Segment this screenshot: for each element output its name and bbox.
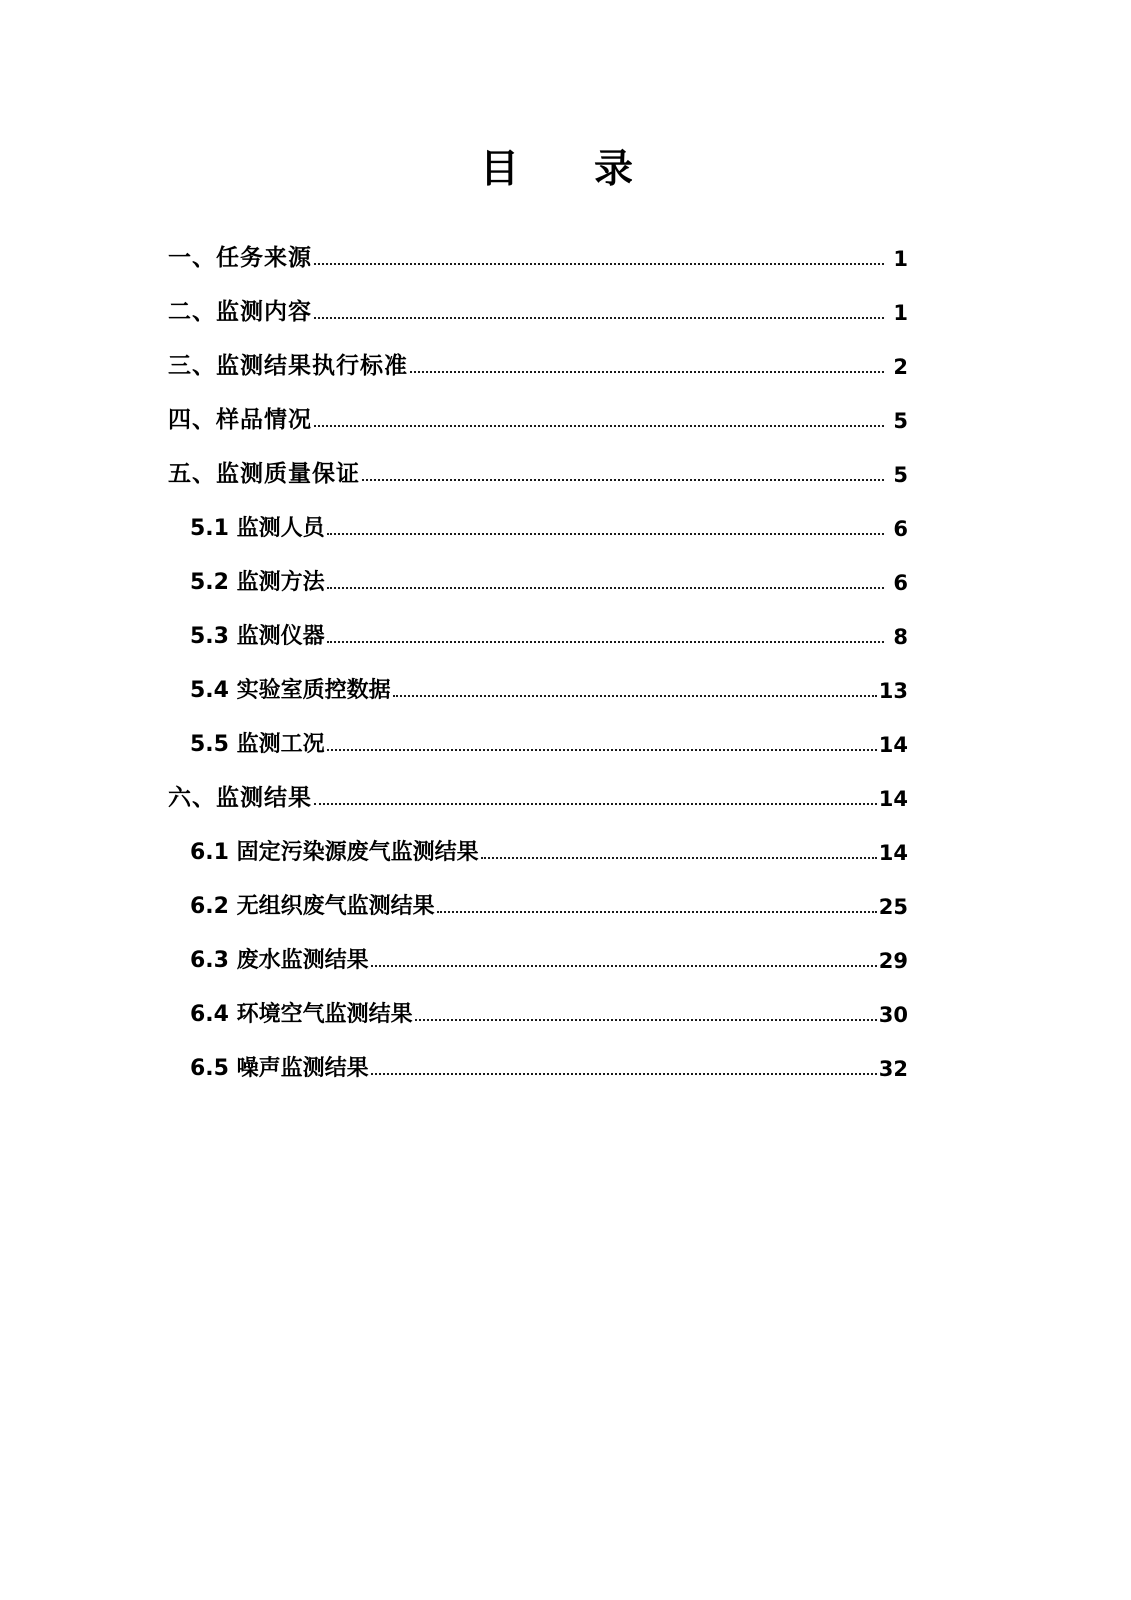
toc-leader xyxy=(362,478,884,481)
toc-page-number: 14 xyxy=(878,733,908,757)
toc-leader xyxy=(327,748,877,751)
toc-entry-label: 6.2 无组织废气监测结果 xyxy=(190,894,435,919)
toc-entry[interactable] xyxy=(168,218,908,272)
toc-entry[interactable] xyxy=(168,704,908,758)
toc-page-number: 30 xyxy=(878,1003,908,1027)
toc-page-number: 32 xyxy=(878,1057,908,1081)
toc-entry-label: 四、样品情况 xyxy=(168,407,312,433)
toc-entry[interactable] xyxy=(168,650,908,704)
toc-leader xyxy=(327,586,884,589)
toc-entry-label: 二、监测内容 xyxy=(168,299,312,325)
toc-leader xyxy=(327,640,884,643)
toc-leader xyxy=(314,424,884,427)
toc-entry[interactable] xyxy=(168,920,908,974)
toc-entry-label: 6.3 废水监测结果 xyxy=(190,948,369,973)
toc-page-number: 25 xyxy=(878,895,908,919)
toc-entry[interactable] xyxy=(168,434,908,488)
toc-entry[interactable] xyxy=(168,596,908,650)
toc-page-number: 29 xyxy=(878,949,908,973)
toc-entry-label: 三、监测结果执行标准 xyxy=(168,353,408,379)
toc-entry-label: 5.5 监测工况 xyxy=(190,732,325,757)
page-title: 目 录 xyxy=(479,146,651,192)
toc-entry-label: 5.4 实验室质控数据 xyxy=(190,678,391,703)
toc-entry-label: 六、监测结果 xyxy=(168,785,312,811)
toc-page-number: 6 xyxy=(893,571,908,595)
toc-entry[interactable] xyxy=(168,542,908,596)
toc-page-number: 1 xyxy=(893,301,908,325)
toc-page-number: 13 xyxy=(878,679,908,703)
toc-entry[interactable] xyxy=(168,758,908,812)
toc-entry-label: 5.2 监测方法 xyxy=(190,570,325,595)
toc-entry-label: 6.4 环境空气监测结果 xyxy=(190,1002,413,1027)
table-of-contents xyxy=(168,218,908,1082)
toc-entry[interactable] xyxy=(168,866,908,920)
toc-page-number: 6 xyxy=(893,517,908,541)
toc-entry-label: 6.1 固定污染源废气监测结果 xyxy=(190,840,479,865)
toc-page-number: 5 xyxy=(893,463,908,487)
toc-entry-label: 5.1 监测人员 xyxy=(190,516,325,541)
toc-leader xyxy=(481,856,877,859)
toc-entry[interactable] xyxy=(168,488,908,542)
toc-entry-label: 6.5 噪声监测结果 xyxy=(190,1056,369,1081)
toc-leader xyxy=(314,262,884,265)
toc-entry[interactable] xyxy=(168,974,908,1028)
toc-leader xyxy=(437,910,877,913)
toc-entry[interactable] xyxy=(168,272,908,326)
toc-page-number: 2 xyxy=(893,355,908,379)
toc-entry[interactable] xyxy=(168,1028,908,1082)
toc-leader xyxy=(314,316,884,319)
toc-leader xyxy=(327,532,884,535)
toc-entry[interactable] xyxy=(168,812,908,866)
toc-leader xyxy=(410,370,884,373)
toc-page-number: 8 xyxy=(893,625,908,649)
toc-page-number: 5 xyxy=(893,409,908,433)
toc-page-number: 14 xyxy=(878,841,908,865)
toc-page-number: 14 xyxy=(878,787,908,811)
toc-leader xyxy=(393,694,877,697)
toc-entry-label: 一、任务来源 xyxy=(168,245,312,271)
toc-entry[interactable] xyxy=(168,326,908,380)
toc-page-number: 1 xyxy=(893,247,908,271)
toc-entry-label: 五、监测质量保证 xyxy=(168,461,360,487)
toc-leader xyxy=(371,964,877,967)
toc-entry[interactable] xyxy=(168,380,908,434)
toc-leader xyxy=(371,1072,877,1075)
toc-leader xyxy=(415,1018,877,1021)
toc-leader xyxy=(314,802,877,805)
toc-entry-label: 5.3 监测仪器 xyxy=(190,624,325,649)
